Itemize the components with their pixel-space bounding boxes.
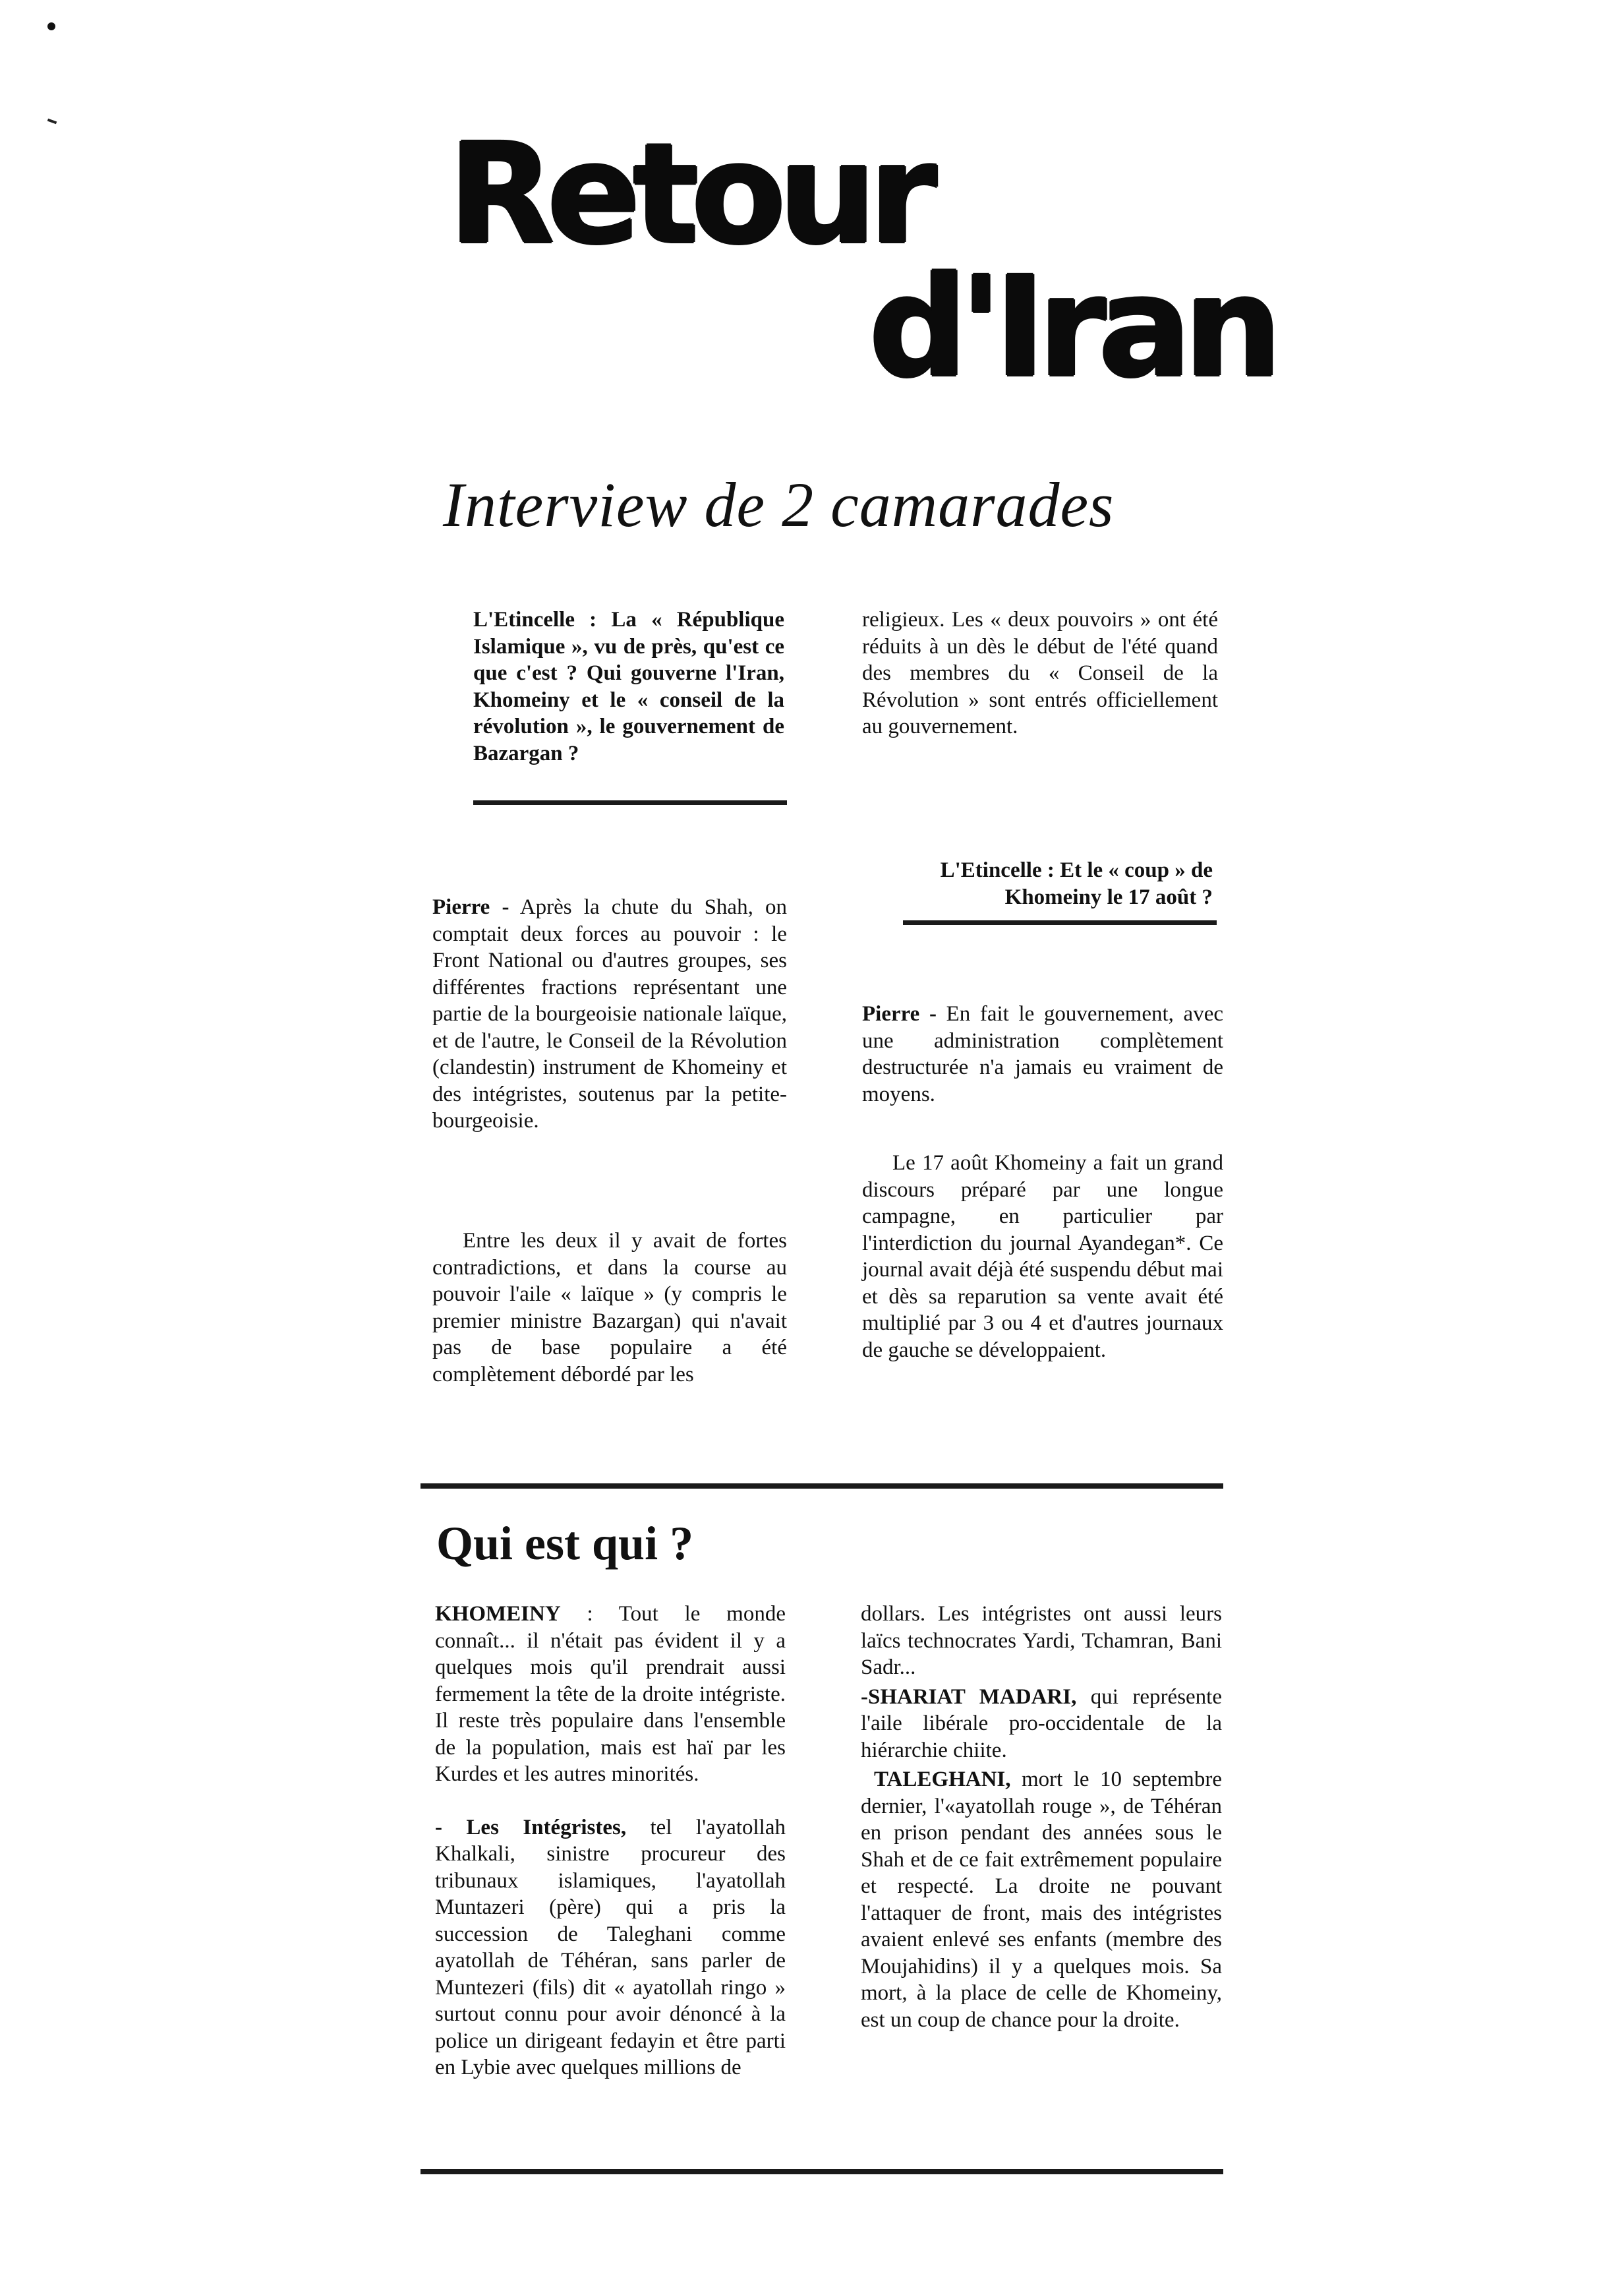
headline-line-1: Retour — [448, 113, 929, 275]
entry-name: KHOMEINY — [435, 1602, 561, 1626]
answer-1-continued — [432, 1228, 787, 1388]
question-2 — [903, 857, 1213, 910]
question-1 — [473, 607, 784, 767]
entry-name: TALEGHANI, — [874, 1768, 1011, 1791]
answer-2-continued — [862, 1150, 1223, 1363]
answer-2 — [862, 1001, 1223, 1108]
entry-name: -SHARIAT MADARI, — [861, 1684, 1077, 1709]
question-2-rule — [903, 920, 1217, 925]
answer-1-paragraph-2: Entre les deux il y avait de fortes contradictions, et dans la course au pouvoir l'aile « laïque » (y compris le premier ministre Bazargan) qui n'avait pas de base populaire a été complètement débordé par les — [432, 1229, 787, 1386]
speaker-label: Pierre - — [862, 1002, 937, 1026]
column-2-paragraph-1: religieux. Les « deux pouvoirs » ont été réduits à un dès le début de l'été quand des membres du « Conseil de la Révolution » sont entrés officiellement au gouvernement. — [862, 608, 1218, 738]
speaker-label: Pierre - — [432, 895, 509, 919]
section-separator — [420, 1483, 1223, 1489]
answer-1-text: Après la chute du Shah, on comptait deux forces au pouvoir : le Front National ou d'autres groupes, ses différentes fractions représentant une partie de la bourgeoisie nationale laïque, et de l'autre, le Conseil de la Révolution (clandestin) instrument de Khomeiny et des intégristes, soutenus par la petite-bourgeoisie. — [432, 895, 787, 1133]
subtitle: Interview de 2 camarades — [443, 469, 1115, 540]
answer-1-paragraph — [432, 894, 787, 1135]
entry-text: tel l'ayatollah Khalkali, sinistre procureur des tribunaux islamiques, l'ayatollah Muntazeri (père) qui a pris la succession de Taleghani comme ayatollah de Téhéran, sans parler de Muntezeri (fils) dit « ayatollah ringo » surtout connu pour avoir dénoncé à la police un dirigeant fedayin et être parti en Lybie avec quelques millions de — [435, 1815, 786, 2079]
headline-line-2: d'Iran — [869, 247, 1275, 408]
section-2-column-2 — [861, 1601, 1222, 2033]
scan-mark-tick — [47, 119, 57, 125]
entry-name: - Les Intégristes, — [435, 1815, 627, 1839]
taleghani-entry — [861, 1766, 1222, 2033]
answer-2-text: En fait le gouvernement, avec une administration complètement destructurée n'a jamais eu vraiment de moyens. — [862, 1002, 1223, 1106]
question-1-rule — [473, 800, 787, 805]
answer-2-paragraph-2: Le 17 août Khomeiny a fait un grand discours préparé par une longue campagne, en particulier par l'interdiction du journal Ayandegan*. Ce journal avait déjà été suspendu début mai et dès sa reparution sa vente avait été multiplié par 3 ou 4 et d'autres journaux de gauche se développaient. — [862, 1151, 1223, 1362]
column-2-continuation — [862, 607, 1218, 740]
column-2-continuation-text: dollars. Les intégristes ont aussi leurs laïcs technocrates Yardi, Tchamran, Bani Sadr... — [861, 1602, 1222, 1679]
question-1-text: L'Etincelle : La « République Islamique », vu de près, qu'est ce que c'est ? Qui gouverne l'Iran, Khomeiny et le « conseil de la révolution », le gouvernement de Bazargan ? — [473, 608, 784, 765]
entry-text: mort le 10 septembre dernier, l'«ayatollah rouge », de Téhéran en prison pendant des années sous le Shah et de ce fait extrêmement populaire et respecté. La droite ne pouvant l'attaquer de front, mais des intégristes avaient enlevé ses enfants (membre des Moujahidins) il y a quelques mois. Sa mort, à la place de celle de Khomeiny, est un coup de chance pour la droite. — [861, 1768, 1222, 2032]
entry-text: : Tout le monde connaît... il n'était pas évident il y a quelques mois qu'il prendrait aussi fermement la tête de la droite intégriste. Il reste très populaire dans l'ensemble de la population, mais est haï par les Kurdes et les autres minorités. — [435, 1602, 786, 1786]
question-2-text: L'Etincelle : Et le « coup » de Khomeiny le 17 août ? — [940, 858, 1213, 909]
khomeiny-entry — [435, 1601, 786, 1788]
answer-1 — [432, 894, 787, 1135]
bottom-rule — [420, 2169, 1223, 2174]
section-heading: Qui est qui ? — [436, 1517, 694, 1570]
scan-mark-dot — [47, 22, 55, 30]
shariat-madari-entry — [861, 1684, 1222, 1764]
entry-text: qui représente l'aile libérale pro-occidentale de la hiérarchie chiite. — [861, 1684, 1222, 1762]
answer-2-paragraph — [862, 1001, 1223, 1108]
integristes-entry — [435, 1814, 786, 2081]
section-2-column-1 — [435, 1601, 786, 2081]
